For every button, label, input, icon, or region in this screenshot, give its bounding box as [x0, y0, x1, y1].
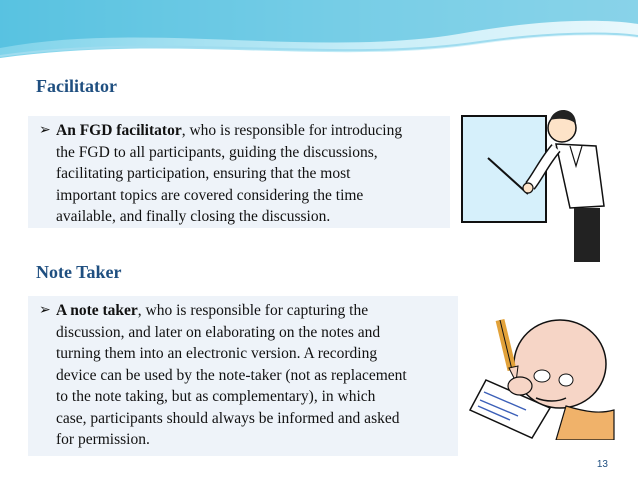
note-taker-heading: Note Taker [36, 262, 122, 282]
note-taker-line-1-rest: , who is responsible for capturing the [137, 302, 369, 319]
facilitator-line-1-rest: , who is responsible for introducing [181, 122, 403, 139]
facilitator-line: important topics are covered considering the time [56, 186, 364, 204]
page-number: 13 [596, 459, 608, 470]
note-taker-line: for permission. [56, 431, 150, 448]
facilitator-paragraph [39, 120, 456, 228]
arrow-bullet-icon: ➢ [39, 303, 51, 318]
person-writing-notes-icon [466, 306, 616, 440]
note-taker-line-1 [56, 300, 466, 322]
facilitator-line: facilitating participation, ensuring that the most [56, 165, 351, 182]
facilitator-line: available, and finally closing the discussion. [56, 208, 331, 225]
note-taker-line: discussion, and later on elaborating on the notes and [56, 323, 381, 341]
note-taker-bold: A note taker [56, 302, 138, 319]
note-taker-line: device can be used by the note-taker (not as replacement [56, 366, 407, 384]
note-taker-line: turning them into an electronic version. A recording [56, 345, 378, 362]
note-taker-line: to the note taking, but as complementary), in which [56, 388, 376, 405]
facilitator-bold: An FGD facilitator [56, 122, 182, 139]
note-taker-line: case, participants should always be informed and asked [56, 409, 400, 427]
facilitator-heading: Facilitator [36, 76, 117, 96]
header-wave-banner [0, 0, 638, 62]
facilitator-line-1 [56, 120, 456, 142]
teacher-pointing-at-board-icon [458, 96, 618, 262]
facilitator-box [28, 116, 450, 228]
arrow-bullet-icon: ➢ [39, 123, 51, 138]
note-taker-paragraph [39, 300, 466, 451]
note-taker-box [28, 296, 458, 456]
facilitator-line: the FGD to all participants, guiding the discussions, [56, 143, 378, 161]
